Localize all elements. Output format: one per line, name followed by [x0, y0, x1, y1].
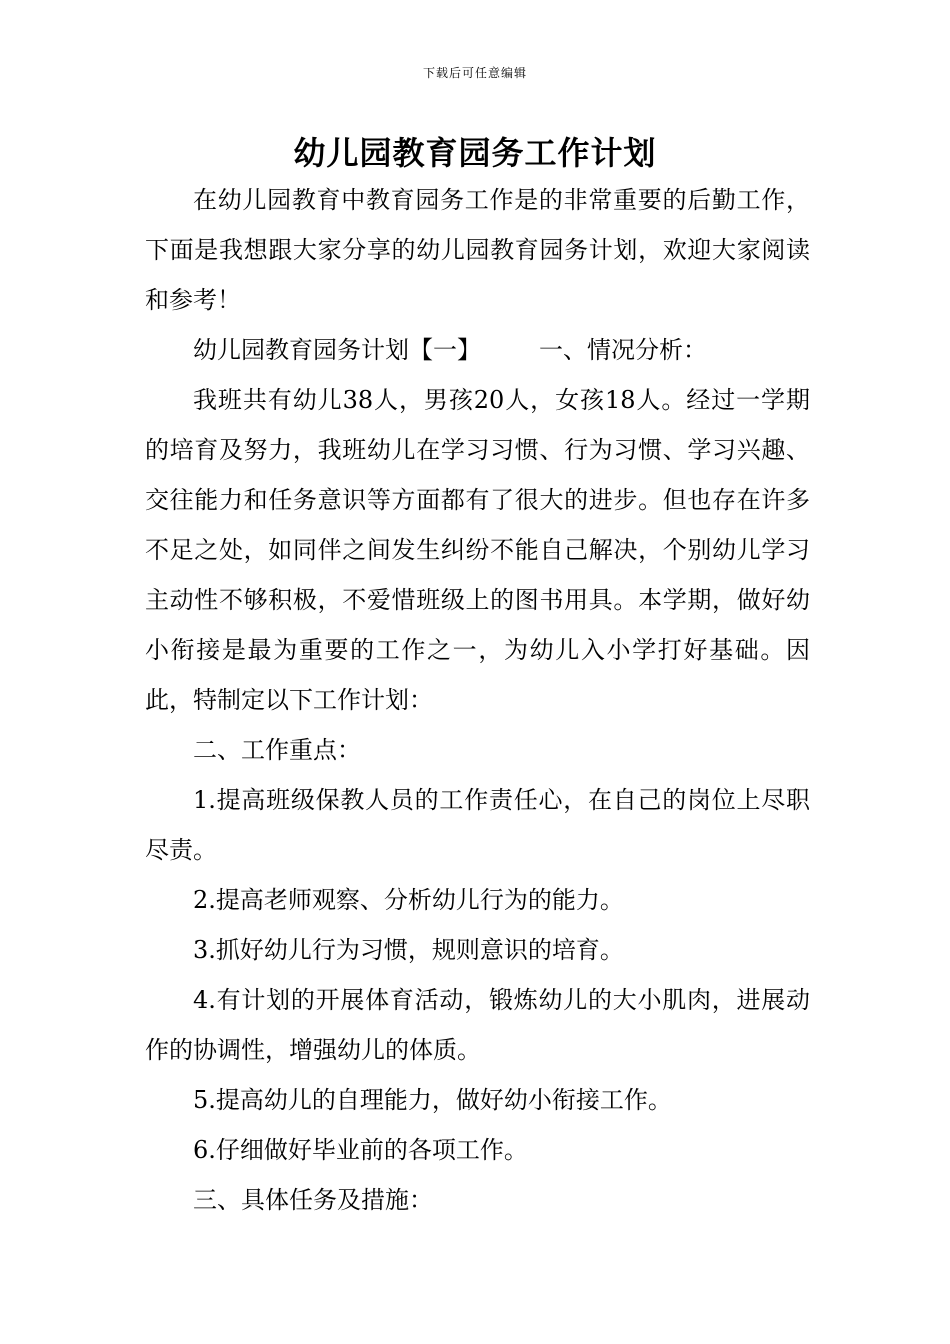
intro-paragraph: 在幼儿园教育中教育园务工作是的非常重要的后勤工作，下面是我想跟大家分享的幼儿园教育园务计划，欢迎大家阅读和参考！ [145, 186, 810, 314]
work-item: 3.抓好幼儿行为习惯，规则意识的培育。 [193, 936, 624, 964]
work-item: 5.提高幼儿的自理能力，做好幼小衔接工作。 [193, 1086, 672, 1114]
section1-heading: 一、情况分析： [539, 336, 707, 364]
section3-heading: 三、具体任务及措施： [193, 1186, 433, 1214]
header-note: 下载后可任意编辑 [422, 66, 527, 80]
work-item: 2.提高老师观察、分析幼儿行为的能力。 [193, 886, 624, 914]
work-item: 6.仔细做好毕业前的各项工作。 [193, 1136, 528, 1164]
section1-paragraph: 我班共有幼儿38人，男孩20人，女孩18人。经过一学期的培育及努力，我班幼儿在学习习惯、行为习惯、学习兴趣、交往能力和任务意识等方面都有了很大的进步。但也存在许多不足之处，如同伴之间发生纠纷不能自己解决，个别幼儿学习主动性不够积极，不爱惜班级上的图书用具。本学期，做好幼小衔接是最为重要的工作之一，为幼儿入小学打好基础。因此，特制定以下工作计划： [145, 386, 810, 714]
document-body [145, 175, 810, 1225]
work-item: 1.提高班级保教人员的工作责任心，在自己的岗位上尽职尽责。 [145, 786, 810, 864]
section2-heading: 二、工作重点： [193, 736, 361, 764]
plan-label: 幼儿园教育园务计划【一】 [193, 336, 481, 364]
document-title: 幼儿园教育园务工作计划 [293, 134, 657, 172]
work-item: 4.有计划的开展体育活动，锻炼幼儿的大小肌肉，进展动作的协调性，增强幼儿的体质。 [145, 986, 810, 1064]
plan-heading-line [145, 325, 810, 375]
